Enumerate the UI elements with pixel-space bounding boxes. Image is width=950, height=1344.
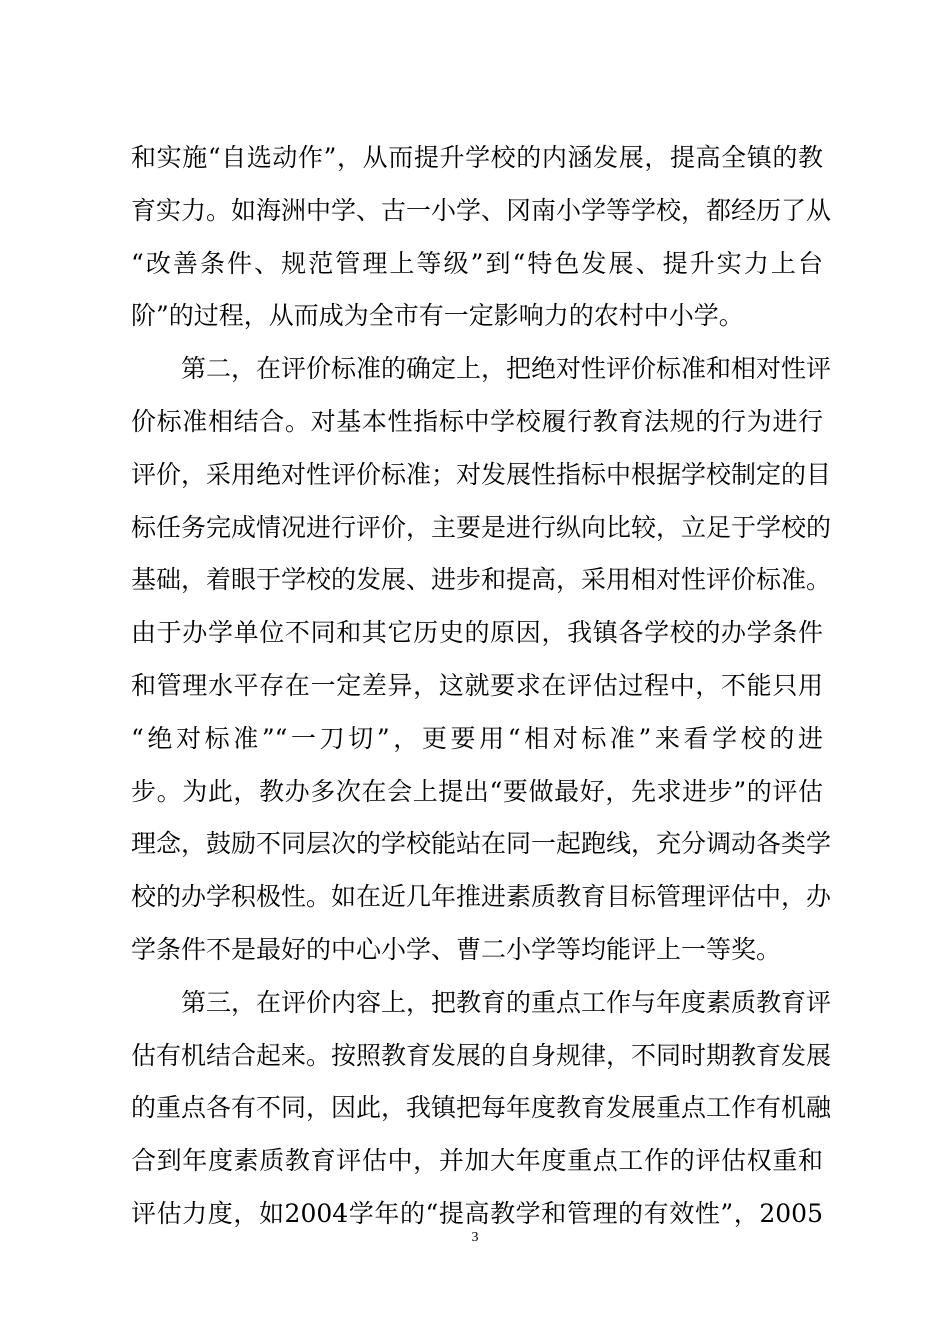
text-line: 由于办学单位不同和其它历史的原因，我镇各学校的办学条件 xyxy=(131,618,823,648)
text-line: 评价，采用绝对性评价标准；对发展性指标中根据学校制定的目 xyxy=(131,459,832,489)
text-line: “绝对标准”“一刀切”，更要用“相对标准”来看学校的进 xyxy=(131,723,823,753)
text-line: 学条件不是最好的中心小学、曹二小学等均能评上一等奖。 xyxy=(131,934,782,964)
text-line: 价标准相结合。对基本性指标中学校履行教育法规的行为进行 xyxy=(131,406,823,436)
text-line: 校的办学积极性。如在近几年推进素质教育目标管理评估中，办 xyxy=(131,882,832,912)
page-number: 3 xyxy=(471,1230,479,1245)
text-line: 合到年度素质教育评估中，并加大年度重点工作的评估权重和 xyxy=(131,1146,823,1176)
text-line: 标任务完成情况进行评价，主要是进行纵向比较，立足于学校的 xyxy=(131,512,832,542)
text-line: 步。为此，教办多次在会上提出“要做最好，先求进步”的评估 xyxy=(131,776,823,806)
text-line: 估有机结合起来。按照教育发展的自身规律，不同时期教育发展 xyxy=(131,1040,832,1070)
text-line: 和管理水平存在一定差异，这就要求在评估过程中，不能只用 xyxy=(131,670,823,700)
text-line: 基础，着眼于学校的发展、进步和提高，采用相对性评价标准。 xyxy=(131,565,832,595)
text-line: 和实施“自选动作”，从而提升学校的内涵发展，提高全镇的教 xyxy=(131,143,823,172)
text-line: “改善条件、规范管理上等级”到“特色发展、提升实力上台 xyxy=(131,248,823,278)
text-line: 阶”的过程，从而成为全市有一定影响力的农村中小学。 xyxy=(131,301,744,331)
text-line: 育实力。如海洲中学、古一小学、冈南小学等学校，都经历了从 xyxy=(131,195,832,225)
text-line: 的重点各有不同，因此，我镇把每年度教育发展重点工作有机融 xyxy=(131,1093,832,1123)
paragraph-start-line: 第三，在评价内容上，把教育的重点工作与年度素质教育评 xyxy=(181,987,832,1017)
paragraph-start-line: 第二，在评价标准的确定上，把绝对性评价标准和相对性评 xyxy=(181,354,832,384)
body-text xyxy=(131,132,832,1241)
text-line: 评估力度，如2004学年的“提高教学和管理的有效性”，2005 xyxy=(131,1198,823,1228)
text-line: 理念，鼓励不同层次的学校能站在同一起跑线，充分调动各类学 xyxy=(131,829,832,859)
